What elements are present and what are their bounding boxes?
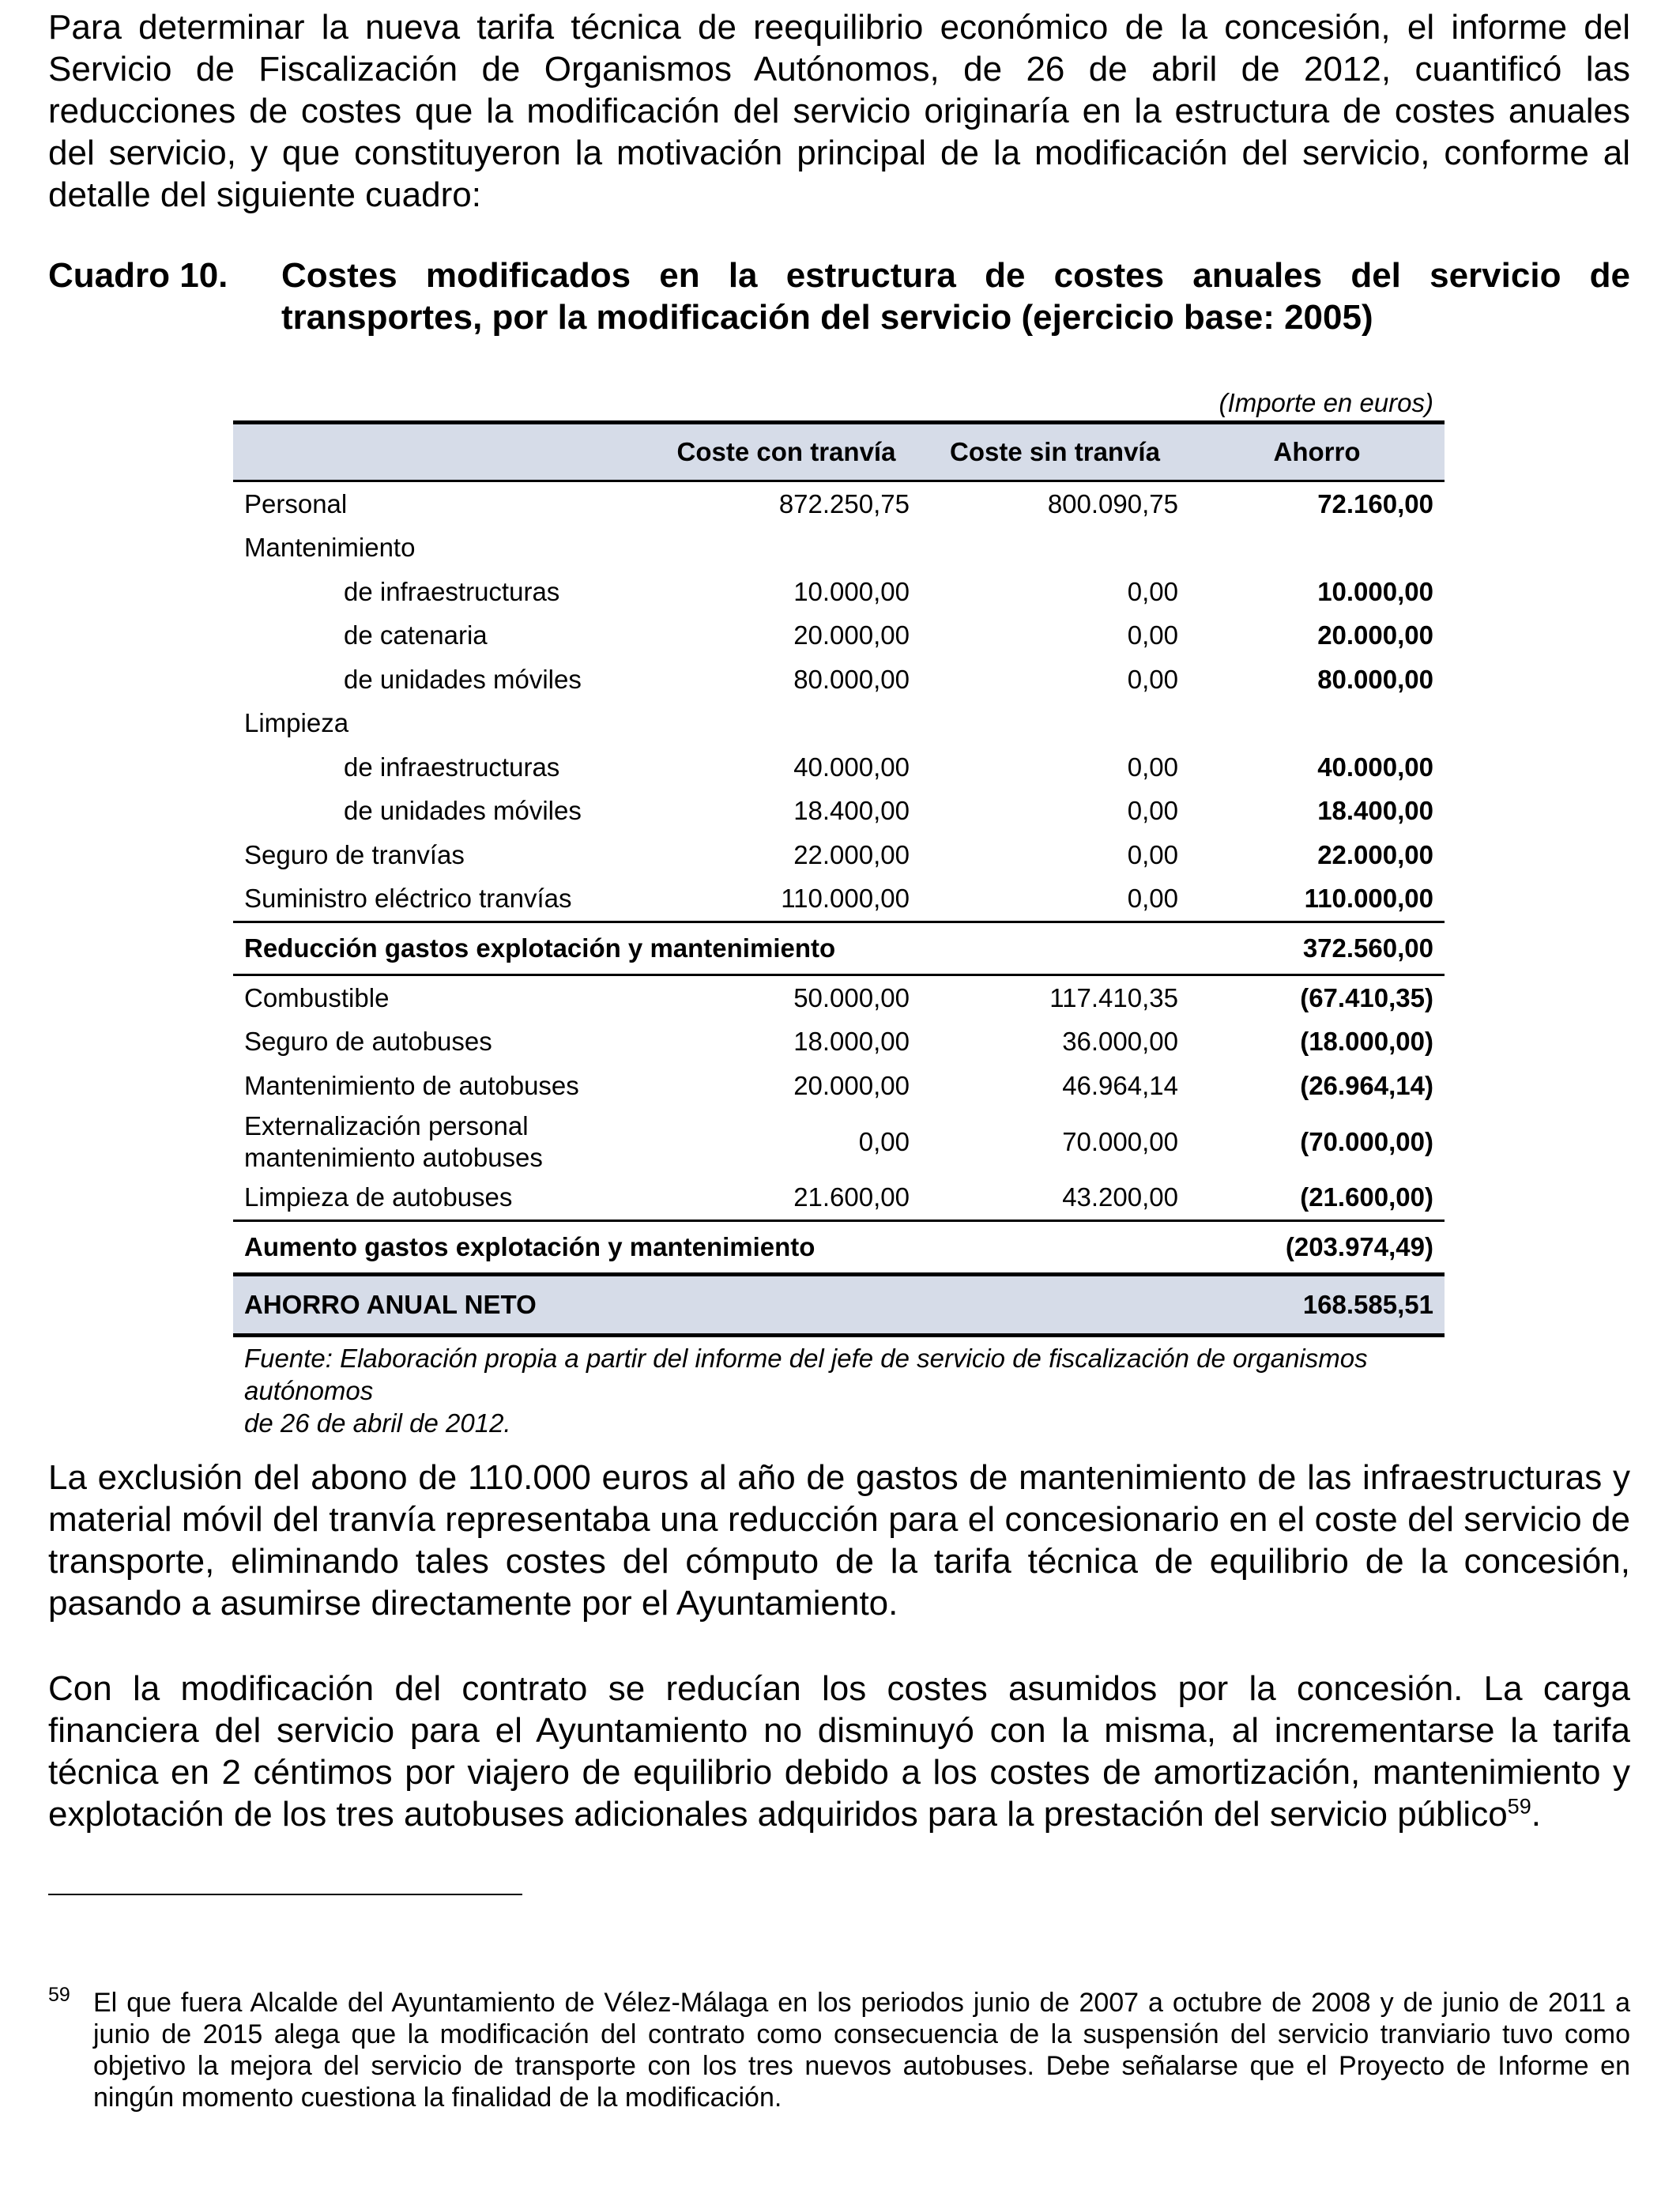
row-label: Seguro de autobuses <box>244 1027 492 1057</box>
subtotal-row-reduccion <box>233 922 1445 975</box>
source-line-1: Fuente: Elaboración propia a partir del informe del jefe de servicio de fiscalización de organismos autónomos <box>244 1344 1368 1405</box>
row-coste-sin: 0,00 <box>1127 796 1178 826</box>
row-coste-con <box>652 526 921 571</box>
row-coste-sin: 0,00 <box>1127 839 1178 869</box>
table-row <box>233 975 1445 1020</box>
cost-table <box>233 420 1445 1337</box>
row-label: Mantenimiento de autobuses <box>244 1070 579 1100</box>
row-label: de infraestructuras <box>344 576 560 606</box>
cost-table-container <box>233 386 1445 1439</box>
subtotal-ahorro: 372.560,00 <box>1189 922 1445 975</box>
exclusion-paragraph: La exclusión del abono de 110.000 euros al año de gastos de mantenimiento de las infraestructuras y material móvil del tranvía representaba una reducción para el concesionario en el coste del servicio de transporte, eliminando tales costes del cómputo de la tarifa técnica de equilibrio de la concesión, pasando a asumirse directamente por el Ayuntamiento. <box>48 1458 1630 1623</box>
row-ahorro: 20.000,00 <box>1317 620 1433 650</box>
row-coste-sin: 0,00 <box>1127 664 1178 694</box>
modification-end: . <box>1531 1795 1541 1834</box>
table-row <box>233 745 1445 790</box>
units-note: (Importe en euros) <box>1219 388 1433 417</box>
row-ahorro: 80.000,00 <box>1317 664 1433 694</box>
subtotal-ahorro: (203.974,49) <box>1189 1221 1445 1275</box>
row-coste-con: 50.000,00 <box>793 982 910 1012</box>
row-label: de infraestructuras <box>344 752 560 782</box>
header-ahorro: Ahorro <box>1189 423 1445 481</box>
row-label: Mantenimiento <box>244 533 416 563</box>
net-total-label: AHORRO ANUAL NETO <box>233 1275 1189 1336</box>
row-coste-con <box>652 702 921 746</box>
row-ahorro: (26.964,14) <box>1300 1070 1433 1100</box>
table-header-row <box>233 423 1445 481</box>
table-row <box>233 526 1445 571</box>
table-row <box>233 614 1445 658</box>
header-coste-sin: Coste sin tranvía <box>921 423 1189 481</box>
header-coste-con: Coste con tranvía <box>652 423 921 481</box>
row-coste-con: 21.600,00 <box>793 1182 910 1212</box>
row-ahorro: (21.600,00) <box>1300 1182 1433 1212</box>
row-ahorro: 10.000,00 <box>1317 576 1433 606</box>
net-total-ahorro: 168.585,51 <box>1189 1275 1445 1336</box>
table-row <box>233 1020 1445 1065</box>
row-label: Limpieza de autobuses <box>244 1182 513 1212</box>
row-coste-sin: 0,00 <box>1127 576 1178 606</box>
row-coste-sin <box>921 702 1189 746</box>
row-coste-sin: 46.964,14 <box>1062 1070 1178 1100</box>
row-coste-con: 18.000,00 <box>793 1027 910 1057</box>
table-row <box>233 877 1445 922</box>
table-row <box>233 481 1445 526</box>
row-coste-con: 0,00 <box>858 1126 910 1156</box>
caption-number: Cuadro 10. <box>48 256 228 295</box>
row-coste-con: 18.400,00 <box>793 796 910 826</box>
row-ahorro: 110.000,00 <box>1304 884 1433 914</box>
row-coste-con: 80.000,00 <box>793 664 910 694</box>
row-coste-sin <box>921 526 1189 571</box>
modification-paragraph <box>48 1668 1630 1835</box>
intro-paragraph: Para determinar la nueva tarifa técnica de reequilibrio económico de la concesión, el informe del Servicio de Fiscalización de Organismos Autónomos, de 26 de abril de 2012, cuantificó las reducciones de costes que la modificación del servicio originaría en la estructura de costes anuales del servicio, y que constituyeron la motivación principal de la modificación del servicio, conforme al detalle del siguiente cuadro: <box>48 8 1630 214</box>
caption-title: Costes modificados en la estructura de costes anuales del servicio de transportes, por la modificación del servicio (ejercicio base: 2005) <box>281 256 1630 337</box>
row-coste-con: 872.250,75 <box>778 488 910 518</box>
row-label: Limpieza <box>244 708 349 738</box>
row-ahorro <box>1189 702 1445 746</box>
table-row <box>233 833 1445 877</box>
row-ahorro: (70.000,00) <box>1300 1126 1433 1156</box>
row-coste-sin: 0,00 <box>1127 884 1178 914</box>
footnote-mark: 59 <box>48 1984 70 2006</box>
row-label: Combustible <box>244 982 390 1012</box>
row-ahorro: 22.000,00 <box>1317 839 1433 869</box>
row-label-line-2: mantenimiento autobuses <box>244 1142 543 1172</box>
table-row <box>233 658 1445 702</box>
row-ahorro: 72.160,00 <box>1317 488 1433 518</box>
row-coste-sin: 800.090,75 <box>1047 488 1178 518</box>
row-ahorro: 18.400,00 <box>1317 796 1433 826</box>
table-row <box>233 790 1445 834</box>
footnote-text: El que fuera Alcalde del Ayuntamiento de Vélez-Málaga en los periodos junio de 2007 a octubre de 2008 y de junio de 2011 a junio de 2015 alega que la modificación del contrato como consecuencia de la suspensión del servicio tranviario tuvo como objetivo la mejora del servicio de transporte con los tres nuevos autobuses. Debe señalarse que el Proyecto de Informe en ningún momento cuestiona la finalidad de la modificación. <box>93 1988 1630 2113</box>
footnote-separator <box>48 1894 522 1895</box>
row-coste-sin: 43.200,00 <box>1062 1182 1178 1212</box>
row-coste-con: 40.000,00 <box>793 752 910 782</box>
header-concept <box>233 423 652 481</box>
subtotal-label: Reducción gastos explotación y mantenimiento <box>233 922 1189 975</box>
row-coste-con: 20.000,00 <box>793 620 910 650</box>
row-coste-sin: 70.000,00 <box>1062 1126 1178 1156</box>
subtotal-row-aumento <box>233 1221 1445 1275</box>
row-ahorro <box>1189 526 1445 571</box>
row-coste-sin: 0,00 <box>1127 752 1178 782</box>
modification-text: Con la modificación del contrato se reducían los costes asumidos por la concesión. La carga financiera del servicio para el Ayuntamiento no disminuyó con la misma, al incrementarse la tarifa técnica en 2 céntimos por viajero de equilibrio debido a los costes de amortización, mantenimiento y explotación de los tres autobuses adicionales adquiridos para la prestación del servicio público <box>48 1669 1630 1834</box>
net-total-row <box>233 1275 1445 1336</box>
row-label-line-1: Externalización personal <box>244 1110 529 1140</box>
table-row <box>233 702 1445 746</box>
row-label: Suministro eléctrico tranvías <box>244 884 572 914</box>
table-row <box>233 1064 1445 1108</box>
subtotal-label: Aumento gastos explotación y mantenimiento <box>233 1221 1189 1275</box>
row-ahorro: 40.000,00 <box>1317 752 1433 782</box>
table-row <box>233 1108 1445 1176</box>
row-coste-sin: 0,00 <box>1127 620 1178 650</box>
row-ahorro: (18.000,00) <box>1300 1027 1433 1057</box>
row-coste-con: 110.000,00 <box>781 884 910 914</box>
row-ahorro: (67.410,35) <box>1300 982 1433 1012</box>
row-coste-sin: 117.410,35 <box>1049 982 1178 1012</box>
row-label: de catenaria <box>344 620 488 650</box>
row-label <box>233 1108 652 1176</box>
row-coste-con: 22.000,00 <box>793 839 910 869</box>
row-label: de unidades móviles <box>344 796 582 826</box>
row-label: Personal <box>244 488 348 518</box>
table-source <box>233 1337 1445 1439</box>
row-coste-sin: 36.000,00 <box>1062 1027 1178 1057</box>
row-label: de unidades móviles <box>344 664 582 694</box>
source-line-2: de 26 de abril de 2012. <box>244 1408 511 1438</box>
table-row <box>233 1176 1445 1221</box>
footnote-reference[interactable]: 59 <box>1507 1794 1531 1819</box>
row-label: Seguro de tranvías <box>244 839 465 869</box>
table-row <box>233 570 1445 614</box>
row-coste-con: 10.000,00 <box>793 576 910 606</box>
row-coste-con: 20.000,00 <box>793 1070 910 1100</box>
